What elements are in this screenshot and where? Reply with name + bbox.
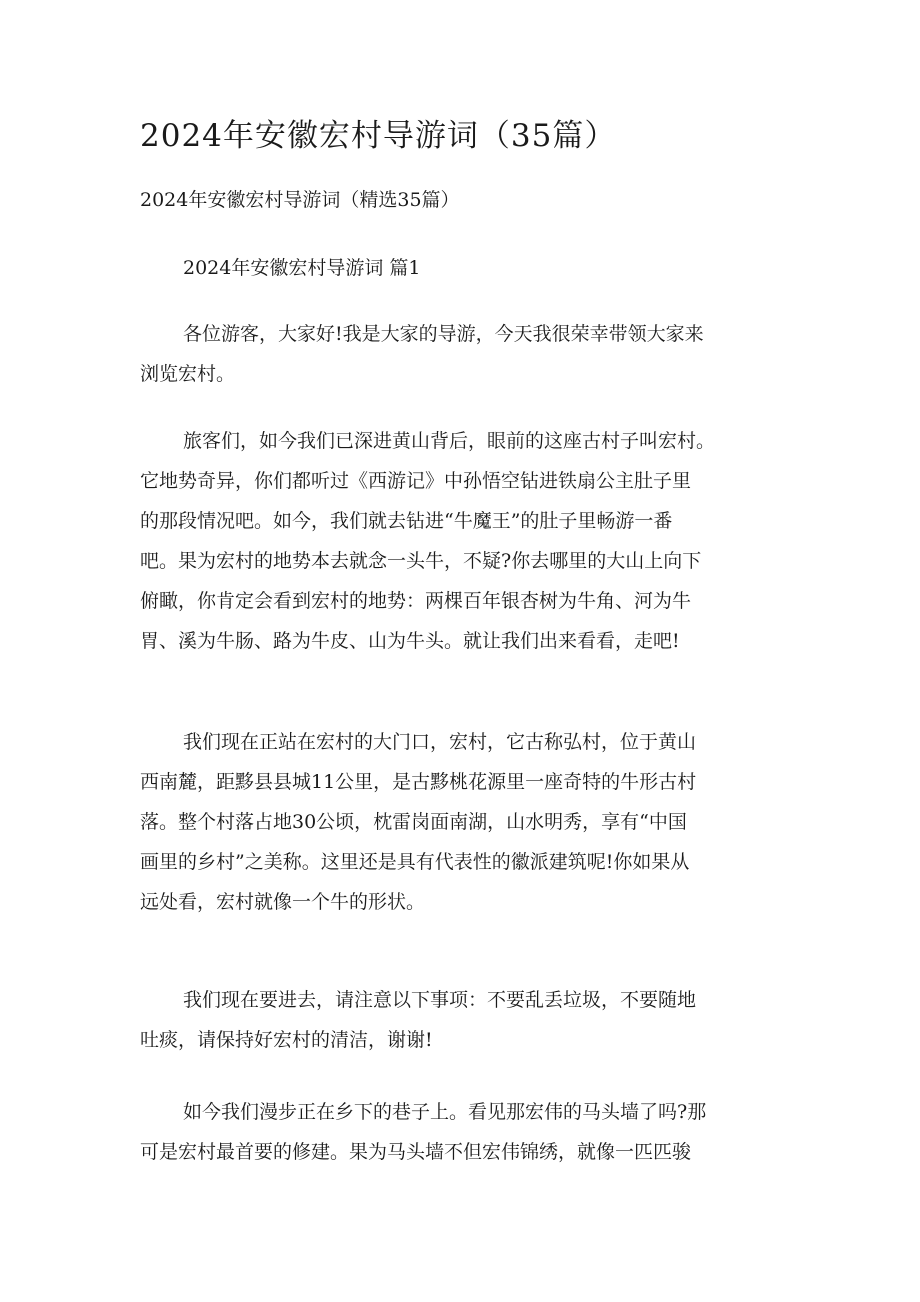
paragraph-line: 浏览宏村。 <box>140 363 236 385</box>
paragraph-1 <box>140 314 780 394</box>
paragraph-line: 远处看，宏村就像一个牛的形状。 <box>140 891 426 913</box>
paragraph-line: 俯瞰，你肯定会看到宏村的地势：两棵百年银杏树为牛角、河为牛 <box>140 590 692 612</box>
paragraph-line: 它地势奇异，你们都听过《西游记》中孙悟空钻进铁扇公主肚子里 <box>140 470 692 492</box>
section-heading: 2024年安徽宏村导游词 篇1 <box>183 257 421 279</box>
paragraph-2 <box>140 421 780 661</box>
paragraph-4 <box>140 980 780 1060</box>
paragraph-line: 可是宏村最首要的修建。果为马头墙不但宏伟锦绣，就像一匹匹骏 <box>140 1141 692 1163</box>
paragraph-5 <box>140 1092 780 1172</box>
paragraph-line: 画里的乡村”之美称。这里还是具有代表性的徽派建筑呢!你如果从 <box>140 851 690 873</box>
paragraph-line: 我们现在正站在宏村的大门口，宏村，它古称弘村，位于黄山 <box>183 731 697 753</box>
paragraph-line: 如今我们漫步正在乡下的巷子上。看见那宏伟的马头墙了吗?那 <box>183 1101 707 1123</box>
paragraph-line: 的那段情况吧。如今，我们就去钻进“牛魔王”的肚子里畅游一番 <box>140 510 673 532</box>
document-subtitle: 2024年安徽宏村导游词（精选35篇） <box>140 189 460 211</box>
paragraph-line: 吐痰，请保持好宏村的清洁，谢谢! <box>140 1029 433 1051</box>
paragraph-line: 吧。果为宏村的地势本去就念一头牛，不疑?你去哪里的大山上向下 <box>140 550 702 572</box>
paragraph-line: 落。整个村落占地30公顷，枕雷岗面南湖，山水明秀，享有“中国 <box>140 811 687 833</box>
document-title: 2024年安徽宏村导游词（35篇） <box>140 118 617 154</box>
paragraph-line: 西南麓，距黟县县城11公里，是古黟桃花源里一座奇特的牛形古村 <box>140 771 697 793</box>
paragraph-line: 我们现在要进去，请注意以下事项：不要乱丢垃圾，不要随地 <box>183 989 697 1011</box>
paragraph-line: 胃、溪为牛肠、路为牛皮、山为牛头。就让我们出来看看，走吧! <box>140 630 680 652</box>
paragraph-line: 各位游客，大家好!我是大家的导游，今天我很荣幸带领大家来 <box>183 323 704 345</box>
paragraph-line: 旅客们，如今我们已深进黄山背后，眼前的这座古村子叫宏村。 <box>183 430 716 452</box>
paragraph-3 <box>140 722 780 922</box>
